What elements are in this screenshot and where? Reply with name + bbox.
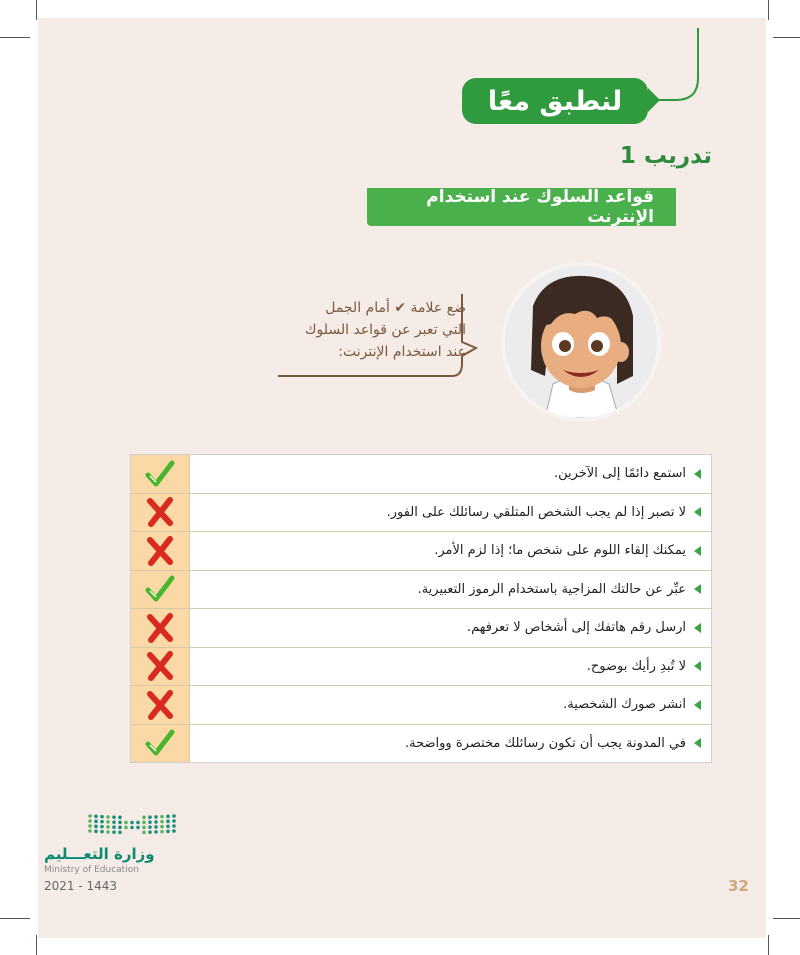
rule-text: يمكنك إلقاء اللوم على شخص ما؛ إذا لزم الأمر. — [434, 543, 686, 559]
rule-text: عبِّر عن حالتك المزاجية باستخدام الرموز التعبيرية. — [417, 581, 686, 597]
table-row — [131, 494, 711, 533]
rule-text-cell — [190, 571, 711, 609]
rule-text-cell — [190, 648, 711, 686]
cross-mark-icon — [145, 497, 175, 527]
table-row — [131, 686, 711, 725]
cross-mark-icon — [145, 613, 175, 643]
check-mark-icon — [145, 729, 175, 757]
banner-title: لنطبق معًا — [462, 78, 648, 124]
mark-cell[interactable] — [131, 609, 190, 647]
bullet-icon — [694, 623, 701, 633]
rule-text-cell — [190, 494, 711, 532]
bullet-icon — [694, 584, 701, 594]
instruction-text — [278, 297, 466, 379]
table-row — [131, 571, 711, 610]
instruction-line: التي تعبر عن قواعد السلوك — [304, 322, 466, 338]
ministry-name-arabic: وزارة التعـــليم — [44, 845, 155, 863]
rules-table — [130, 454, 712, 763]
mark-cell[interactable] — [131, 725, 190, 763]
mark-cell[interactable] — [131, 532, 190, 570]
table-row — [131, 609, 711, 648]
bullet-icon — [694, 738, 701, 748]
cross-mark-icon — [145, 690, 175, 720]
rule-text: في المدونة يجب أن تكون رسائلك مختصرة وواضحة. — [405, 735, 686, 751]
check-mark-icon — [145, 575, 175, 603]
mark-cell[interactable] — [131, 571, 190, 609]
instruction-line: ضع علامة ✔ أمام الجمل — [325, 300, 466, 316]
mark-cell[interactable] — [131, 686, 190, 724]
rule-text: لا تُبدِ رأيك بوضوح. — [586, 658, 686, 674]
mark-cell[interactable] — [131, 455, 190, 493]
rule-text: ارسل رقم هاتفك إلى أشخاص لا تعرفهم. — [467, 620, 686, 636]
exercise-title: تدريب 1 — [619, 143, 712, 169]
rule-text-cell — [190, 609, 711, 647]
table-row — [131, 455, 711, 494]
table-row — [131, 725, 711, 763]
year-label: 2021 - 1443 — [44, 879, 118, 893]
section-title — [367, 188, 676, 226]
bullet-icon — [694, 469, 701, 479]
cross-mark-icon — [145, 536, 175, 566]
cross-mark-icon — [145, 651, 175, 681]
rule-text-cell — [190, 686, 711, 724]
rule-text: لا تصبر إذا لم يجب الشخص المتلقي رسائلك على الفور. — [386, 504, 686, 520]
ministry-name-english: Ministry of Education — [44, 865, 139, 875]
child-illustration — [505, 266, 657, 418]
child-avatar — [501, 262, 661, 422]
table-row — [131, 648, 711, 687]
rule-text-cell — [190, 725, 711, 763]
ministry-logo-icon — [86, 812, 178, 838]
rule-text: انشر صورك الشخصية. — [563, 697, 686, 713]
check-mark-icon — [145, 460, 175, 488]
page-number: 32 — [728, 877, 749, 895]
rule-text: استمع دائمًا إلى الآخرين. — [553, 466, 686, 482]
bullet-icon — [694, 507, 701, 517]
mark-cell[interactable] — [131, 494, 190, 532]
rule-text-cell — [190, 532, 711, 570]
bullet-icon — [694, 700, 701, 710]
mark-cell[interactable] — [131, 648, 190, 686]
instruction-line: عند استخدام الإنترنت: — [338, 344, 466, 360]
bullet-icon — [694, 546, 701, 556]
bullet-icon — [694, 661, 701, 671]
section-title-text: قواعد السلوك عند استخدام الإنترنت — [426, 187, 654, 227]
rule-text-cell — [190, 455, 711, 493]
table-row — [131, 532, 711, 571]
